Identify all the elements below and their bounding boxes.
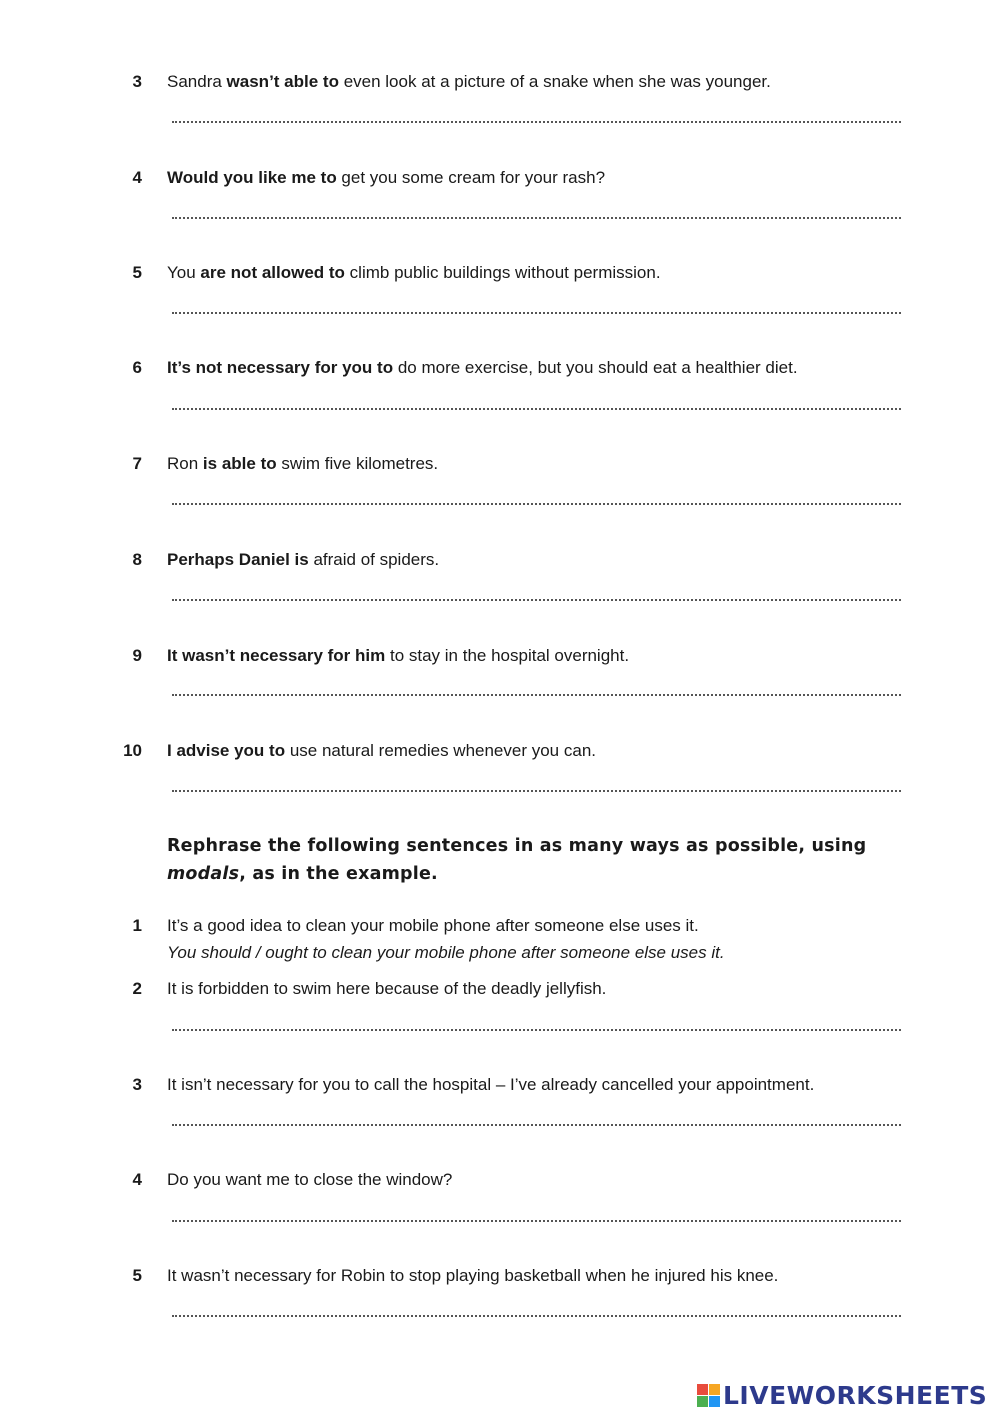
answer-input[interactable] xyxy=(172,672,901,696)
exercise-item xyxy=(0,1074,1000,1104)
exercise-item xyxy=(0,71,1000,101)
answer-input[interactable] xyxy=(172,1102,901,1126)
answer-input[interactable] xyxy=(172,1293,901,1317)
answer-input[interactable] xyxy=(172,386,901,410)
answer-input[interactable] xyxy=(172,1007,901,1031)
exercise-item xyxy=(0,1169,1000,1199)
exercise-item xyxy=(0,549,1000,579)
answer-input[interactable] xyxy=(172,290,901,314)
answer-input[interactable] xyxy=(172,195,901,219)
item-sentence: It’s a good idea to clean your mobile phone after someone else uses it. xyxy=(167,916,699,935)
item-sentence: Sandra wasn’t able to even look at a picture of a snake when she was younger. xyxy=(167,72,771,91)
liveworksheets-logo[interactable] xyxy=(697,1380,987,1410)
exercise-item xyxy=(0,645,1000,675)
item-number: 2 xyxy=(132,979,142,998)
item-sentence: It isn’t necessary for you to call the hospital – I’ve already cancelled your appointment. xyxy=(167,1075,815,1094)
exercise-item xyxy=(0,357,1000,387)
logo-mark-tile xyxy=(709,1384,720,1395)
exercise-item xyxy=(0,167,1000,197)
answer-input[interactable] xyxy=(172,481,901,505)
exercise-item xyxy=(0,740,1000,770)
item-sentence: I advise you to use natural remedies whenever you can. xyxy=(167,741,596,760)
item-number: 4 xyxy=(132,168,142,187)
logo-text: LIVEWORKSHEETS xyxy=(723,1380,988,1410)
item-sentence: It is forbidden to swim here because of the deadly jellyfish. xyxy=(167,979,607,998)
example-answer: You should / ought to clean your mobile phone after someone else uses it. xyxy=(167,943,725,962)
answer-input[interactable] xyxy=(172,577,901,601)
exercise-item xyxy=(0,978,1000,1008)
item-number: 9 xyxy=(132,646,142,665)
item-number: 6 xyxy=(132,358,142,377)
exercise-item xyxy=(0,453,1000,483)
answer-input[interactable] xyxy=(172,768,901,792)
item-sentence: It’s not necessary for you to do more exercise, but you should eat a healthier diet. xyxy=(167,358,798,377)
item-number: 8 xyxy=(132,550,142,569)
item-sentence: Do you want me to close the window? xyxy=(167,1170,453,1189)
item-sentence: You are not allowed to climb public buildings without permission. xyxy=(167,263,661,282)
exercise-item xyxy=(0,262,1000,292)
logo-mark-tile xyxy=(697,1396,708,1407)
item-sentence: Would you like me to get you some cream for your rash? xyxy=(167,168,606,187)
logo-mark-tile xyxy=(697,1384,708,1395)
item-number: 5 xyxy=(132,1266,142,1285)
exercise-item xyxy=(0,915,1000,945)
logo-mark-tile xyxy=(709,1396,720,1407)
item-sentence: It wasn’t necessary for Robin to stop playing basketball when he injured his knee. xyxy=(167,1266,779,1285)
item-number: 5 xyxy=(132,263,142,282)
answer-input[interactable] xyxy=(172,99,901,123)
item-number: 10 xyxy=(123,741,142,760)
item-number: 4 xyxy=(132,1170,142,1189)
item-number: 7 xyxy=(132,454,142,473)
item-sentence: It wasn’t necessary for him to stay in the hospital overnight. xyxy=(167,646,630,665)
item-number: 3 xyxy=(132,72,142,91)
logo-mark-icon xyxy=(697,1384,720,1407)
section-instruction: Rephrase the following sentences in as many ways as possible, using modals, as in the example. xyxy=(167,836,867,884)
item-number: 1 xyxy=(132,916,142,935)
item-number: 3 xyxy=(132,1075,142,1094)
item-sentence: Ron is able to swim five kilometres. xyxy=(167,454,439,473)
item-sentence: Perhaps Daniel is afraid of spiders. xyxy=(167,550,440,569)
answer-input[interactable] xyxy=(172,1198,901,1222)
exercise-item xyxy=(0,1265,1000,1295)
